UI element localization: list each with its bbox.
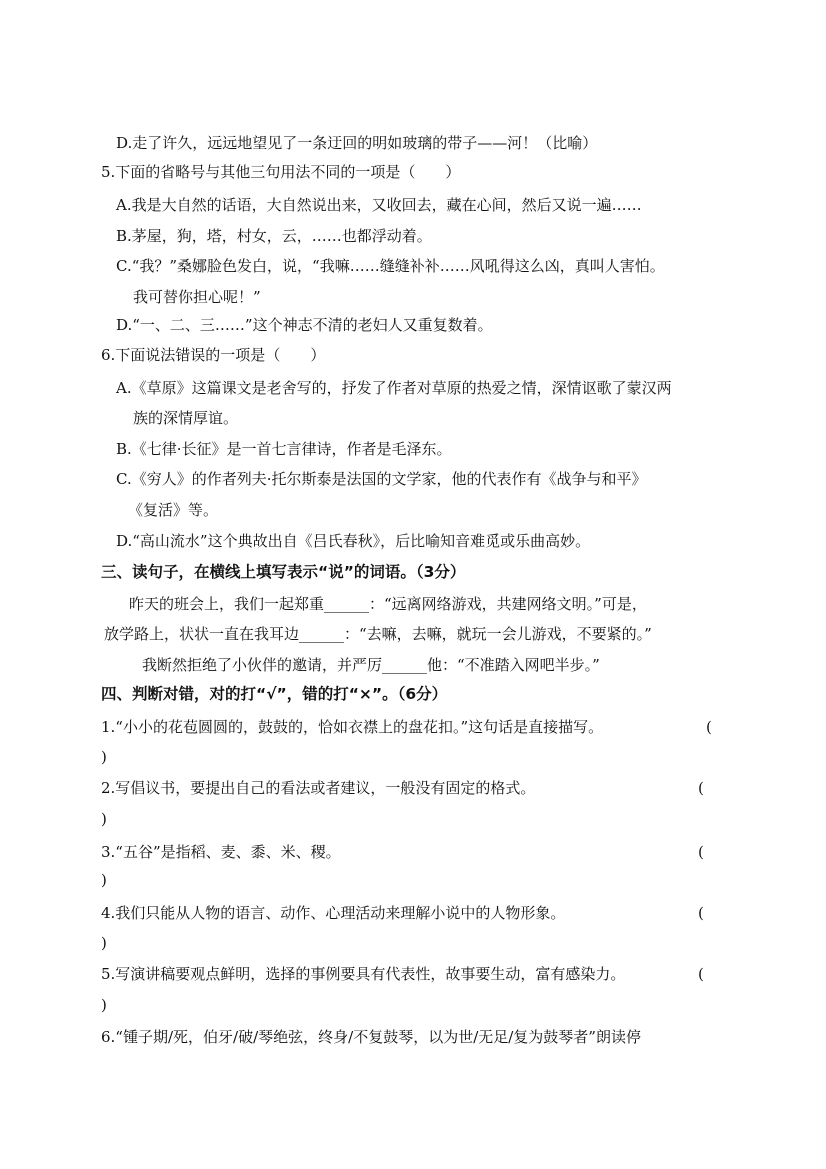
judgment-item-1: 1.“小小的花苞圆圆的，鼓鼓的，恰如衣襟上的盘花扣。”这句话是直接描写。 <box>101 718 604 736</box>
q5-option-c: C.“我？”桑娜脸色发白，说，“我嘛……缝缝补补……风吼得这么凶，真叫人害怕。 <box>116 257 665 275</box>
answer-open-paren: ( <box>698 904 704 922</box>
section3-paragraph-line3: 我断然拒绝了小伙伴的邀请，并严厉______他：“不准踏入网吧半步。” <box>142 656 600 674</box>
q4-option-d: D.走了许久，远远地望见了一条迂回的明如玻璃的带子——河！（比喻） <box>116 134 598 152</box>
q6-option-c-cont: 《复活》等。 <box>128 501 219 519</box>
q6-option-a: A.《草原》这篇课文是老舍写的，抒发了作者对草原的热爱之情，深情讴歌了蒙汉两 <box>116 379 672 397</box>
section3-paragraph-line2: 放学路上，状状一直在我耳边______：“去嘛，去嘛，就玩一会儿游戏，不要紧的。” <box>104 625 652 643</box>
answer-open-paren: ( <box>698 779 704 797</box>
q5-option-c-cont: 我可替你担心呢！” <box>133 288 261 306</box>
judgment-item-5: 5.写演讲稿要观点鲜明，选择的事例要具有代表性，故事要生动，富有感染力。 <box>101 965 626 983</box>
answer-close-paren: ) <box>101 871 107 889</box>
judgment-item-3: 3.“五谷”是指稻、麦、黍、米、稷。 <box>101 843 341 861</box>
q5-option-d: D.“一、二、三……”这个神志不清的老妇人又重复数着。 <box>116 316 493 334</box>
q6-option-a-cont: 族的深情厚谊。 <box>133 409 239 427</box>
section4-title: 四、判断对错，对的打“√”，错的打“×”。（6分） <box>101 685 448 703</box>
section3-title: 三、读句子，在横线上填写表示“说”的词语。（3分） <box>101 563 466 581</box>
answer-open-paren: ( <box>706 718 712 736</box>
answer-close-paren: ) <box>101 810 107 828</box>
answer-open-paren: ( <box>698 843 704 861</box>
judgment-item-2: 2.写倡议书，要提出自己的看法或者建议，一般没有固定的格式。 <box>101 779 536 797</box>
answer-close-paren: ) <box>101 996 107 1014</box>
q6-stem: 6.下面说法错误的一项是（ ） <box>101 346 326 364</box>
q5-option-b: B.茅屋，狗，塔，村女，云，……也都浮动着。 <box>116 227 432 245</box>
q6-option-d: D.“高山流水”这个典故出自《吕氏春秋》，后比喻知音难觅或乐曲高妙。 <box>116 532 591 550</box>
q5-option-a: A.我是大自然的话语，大自然说出来，又收回去，藏在心间，然后又说一遍…… <box>116 196 642 214</box>
answer-open-paren: ( <box>698 965 704 983</box>
q5-stem: 5.下面的省略号与其他三句用法不同的一项是（ ） <box>101 163 461 181</box>
judgment-item-4: 4.我们只能从人物的语言、动作、心理活动来理解小说中的人物形象。 <box>101 904 566 922</box>
q6-option-b: B.《七律·长征》是一首七言律诗，作者是毛泽东。 <box>116 440 452 458</box>
section3-paragraph-line1: 昨天的班会上，我们一起郑重______：“远离网络游戏，共建网络文明。”可是， <box>129 595 647 613</box>
q6-option-c: C.《穷人》的作者列夫·托尔斯泰是法国的文学家，他的代表作有《战争与和平》 <box>116 470 647 488</box>
answer-close-paren: ) <box>101 934 107 952</box>
judgment-item-6: 6.“锺子期/死，伯牙/破/琴绝弦，终身/不复鼓琴，以为世/无足/复为鼓琴者”朗读停 <box>101 1028 641 1046</box>
answer-close-paren: ) <box>101 748 107 766</box>
